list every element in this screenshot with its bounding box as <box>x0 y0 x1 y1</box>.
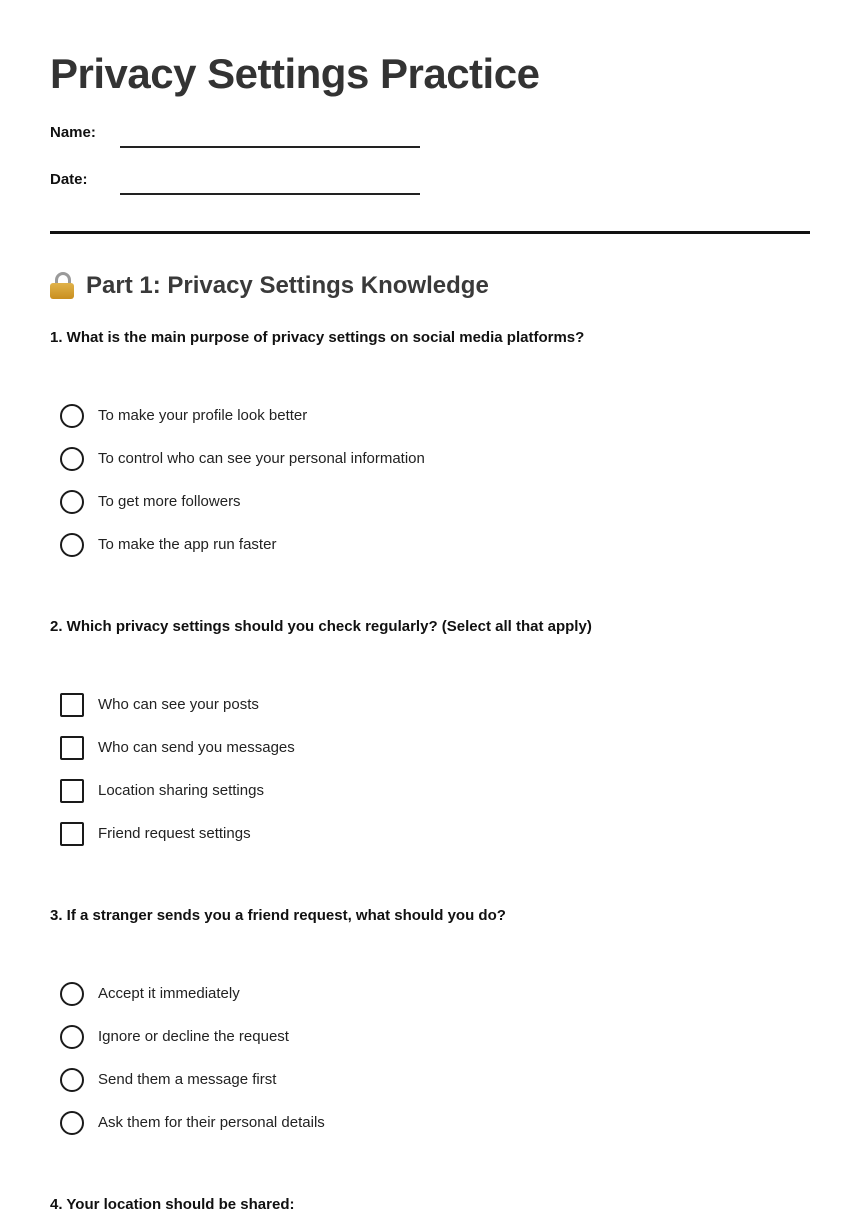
question-1-options <box>50 394 810 566</box>
checkbox[interactable] <box>60 693 84 717</box>
radio-button[interactable] <box>60 982 84 1006</box>
option-label: Who can see your posts <box>98 696 259 713</box>
question-2: 2. Which privacy settings should you check regularly? (Select all that apply) <box>50 618 592 635</box>
option-radio[interactable] <box>50 394 810 437</box>
section-heading <box>50 270 810 302</box>
radio-button[interactable] <box>60 447 84 471</box>
name-input-line[interactable] <box>120 146 420 148</box>
option-label: Send them a message first <box>98 1071 277 1088</box>
option-label: To get more followers <box>98 493 241 510</box>
name-label: Name: <box>50 124 96 141</box>
option-label: Accept it immediately <box>98 985 240 1002</box>
option-radio[interactable] <box>50 1101 810 1144</box>
option-checkbox[interactable] <box>50 812 810 855</box>
header-divider <box>50 231 810 234</box>
lock-icon <box>50 272 74 300</box>
radio-button[interactable] <box>60 490 84 514</box>
question-2-options <box>50 683 810 855</box>
option-radio[interactable] <box>50 1058 810 1101</box>
section-heading-text: Part 1: Privacy Settings Knowledge <box>86 272 489 299</box>
question-1: 1. What is the main purpose of privacy settings on social media platforms? <box>50 329 585 346</box>
question-4: 4. Your location should be shared: <box>50 1196 295 1213</box>
question-3: 3. If a stranger sends you a friend request, what should you do? <box>50 907 506 924</box>
option-label: To make the app run faster <box>98 536 277 553</box>
name-field <box>50 118 810 148</box>
checkbox[interactable] <box>60 822 84 846</box>
option-label: To make your profile look better <box>98 407 308 424</box>
option-checkbox[interactable] <box>50 726 810 769</box>
option-label: To control who can see your personal information <box>98 450 425 467</box>
option-checkbox[interactable] <box>50 683 810 726</box>
date-label: Date: <box>50 171 88 188</box>
option-label: Ignore or decline the request <box>98 1028 289 1045</box>
radio-button[interactable] <box>60 1068 84 1092</box>
option-label: Ask them for their personal details <box>98 1114 325 1131</box>
option-label: Friend request settings <box>98 825 251 842</box>
option-radio[interactable] <box>50 1015 810 1058</box>
date-field <box>50 165 810 195</box>
page-title: Privacy Settings Practice <box>50 50 540 97</box>
radio-button[interactable] <box>60 1111 84 1135</box>
radio-button[interactable] <box>60 533 84 557</box>
option-label: Location sharing settings <box>98 782 264 799</box>
radio-button[interactable] <box>60 1025 84 1049</box>
option-radio[interactable] <box>50 437 810 480</box>
radio-button[interactable] <box>60 404 84 428</box>
checkbox[interactable] <box>60 736 84 760</box>
option-radio[interactable] <box>50 972 810 1015</box>
date-input-line[interactable] <box>120 193 420 195</box>
question-3-options <box>50 972 810 1144</box>
option-label: Who can send you messages <box>98 739 295 756</box>
option-checkbox[interactable] <box>50 769 810 812</box>
option-radio[interactable] <box>50 480 810 523</box>
option-radio[interactable] <box>50 523 810 566</box>
checkbox[interactable] <box>60 779 84 803</box>
